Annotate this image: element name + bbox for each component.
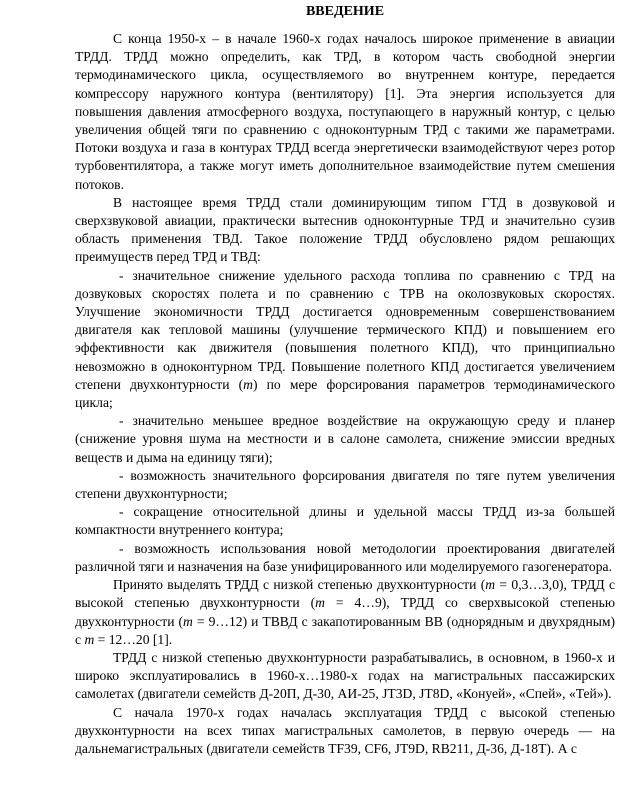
list-item-1-text-b: ) по мере форсирования параметров термодинамического цикла;	[75, 376, 615, 411]
paragraph-bypass-classes	[75, 576, 615, 649]
text-run: = 4…9), ТРДД со сверхвысокой степенью двухконтурности (	[75, 595, 615, 629]
list-item-5: - возможность использования новой методологии проектирования двигателей различной тяги и назначения на базе унифицированного или моделируемого газогенератора.	[75, 540, 615, 574]
paragraph-2: В настоящее время ТРДД стали доминирующим типом ГТД в дозвуковой и сверхзвуковой авиации, практически вытеснив одноконтурные ТРД и значительно сузив область применения ТВД. Такое положение ТРДД обусловлено рядом решающих преимуществ перед ТРД и ТВД:	[75, 194, 615, 265]
list-item-4: - сокращение относительной длины и удельной массы ТРДД из-за большей компактности внутреннего контура;	[75, 504, 615, 538]
text-run: Принято выделять ТРДД с низкой степенью двухконтурности (	[113, 577, 486, 593]
variable-m: m	[84, 631, 95, 647]
paragraph-1: С конца 1950-х – в начале 1960-х годах началось широкое применение в авиации ТРДД. ТРДД можно определить, как ТРД, в котором часть свободной энергии термодинамического цикла, осуществляемого во внутреннем контуре, передается компрессору наружного контура (вентилятору) [1]. Эта энергия используется для повышения давления атмосферного воздуха, поступающего в наружный контур, с целью увеличения общей тяги по сравнению с одноконтурным ТРД с такими же параметрами. Потоки воздуха и газа в контурах ТРДД всегда энергетически взаимодействуют через ротор турбовентилятора, а также могут иметь дополнительное взаимодействие путем смешения потоков.	[75, 31, 615, 192]
list-item-1	[75, 267, 615, 413]
document-page	[75, 0, 615, 758]
variable-m: m	[315, 595, 325, 611]
list-item-2: - значительно меньшее вредное воздействие на окружающую среду и планер (снижение уровня шума на местности и в салоне самолета, снижение эмиссии вредных веществ и дыма на единицу тяги);	[75, 413, 615, 465]
paragraph-high-bypass: С начала 1970-х годах началась эксплуатация ТРДД с высокой степенью двухконтурности на всех типах магистральных самолетов, в первую очередь — на дальнемагистральных (двигатели семейств TF39, CF6, JT9D, RB211, Д-36, Д-18Т). А с	[75, 704, 615, 756]
text-run: = 9…12) и ТВВД с закапотированным ВВ (однорядным и двухрядным) с	[75, 613, 616, 647]
paragraph-low-bypass: ТРДД с низкой степенью двухконтурности разрабатывались, в основном, в 1960-х и широко эксплуатировались в 1960-х…1980-х годах на магистральных пассажирских самолетах (двигатели семейств Д-20П, Д-30, АИ-25, JT3D, JT8D, «Конуей», «Спей», «Тей»).	[75, 649, 615, 702]
text-run: = 0,3…3,0), ТРДД с высокой степенью двухконтурности (	[75, 577, 616, 611]
list-item-1-text-a: - значительное снижение удельного расхода топлива по сравнению с ТРД на дозвуковых скоростях полета и по сравнению с ТРВ на околозвуковых скоростях. Улучшение экономичности ТРДД достигается одновременным совершенствованием двигателя как тепловой машины (улучшение термического КПД) и повышением его эффективности как движителя (повышения полетного КПД), что принципиально невозможно в одноконтурном ТРД. Повышение полетного КПД достигается увеличением степени двухконтурности (	[75, 267, 615, 392]
variable-m: m	[243, 376, 253, 392]
page-title: ВВЕДЕНИЕ	[305, 4, 385, 19]
text-run: = 12…20 [1].	[94, 631, 173, 647]
variable-m: m	[485, 577, 496, 593]
variable-m: m	[183, 613, 193, 629]
list-item-3: - возможность значительного форсирования двигателя по тяге путем увеличения степени двухконтурности;	[75, 467, 615, 502]
